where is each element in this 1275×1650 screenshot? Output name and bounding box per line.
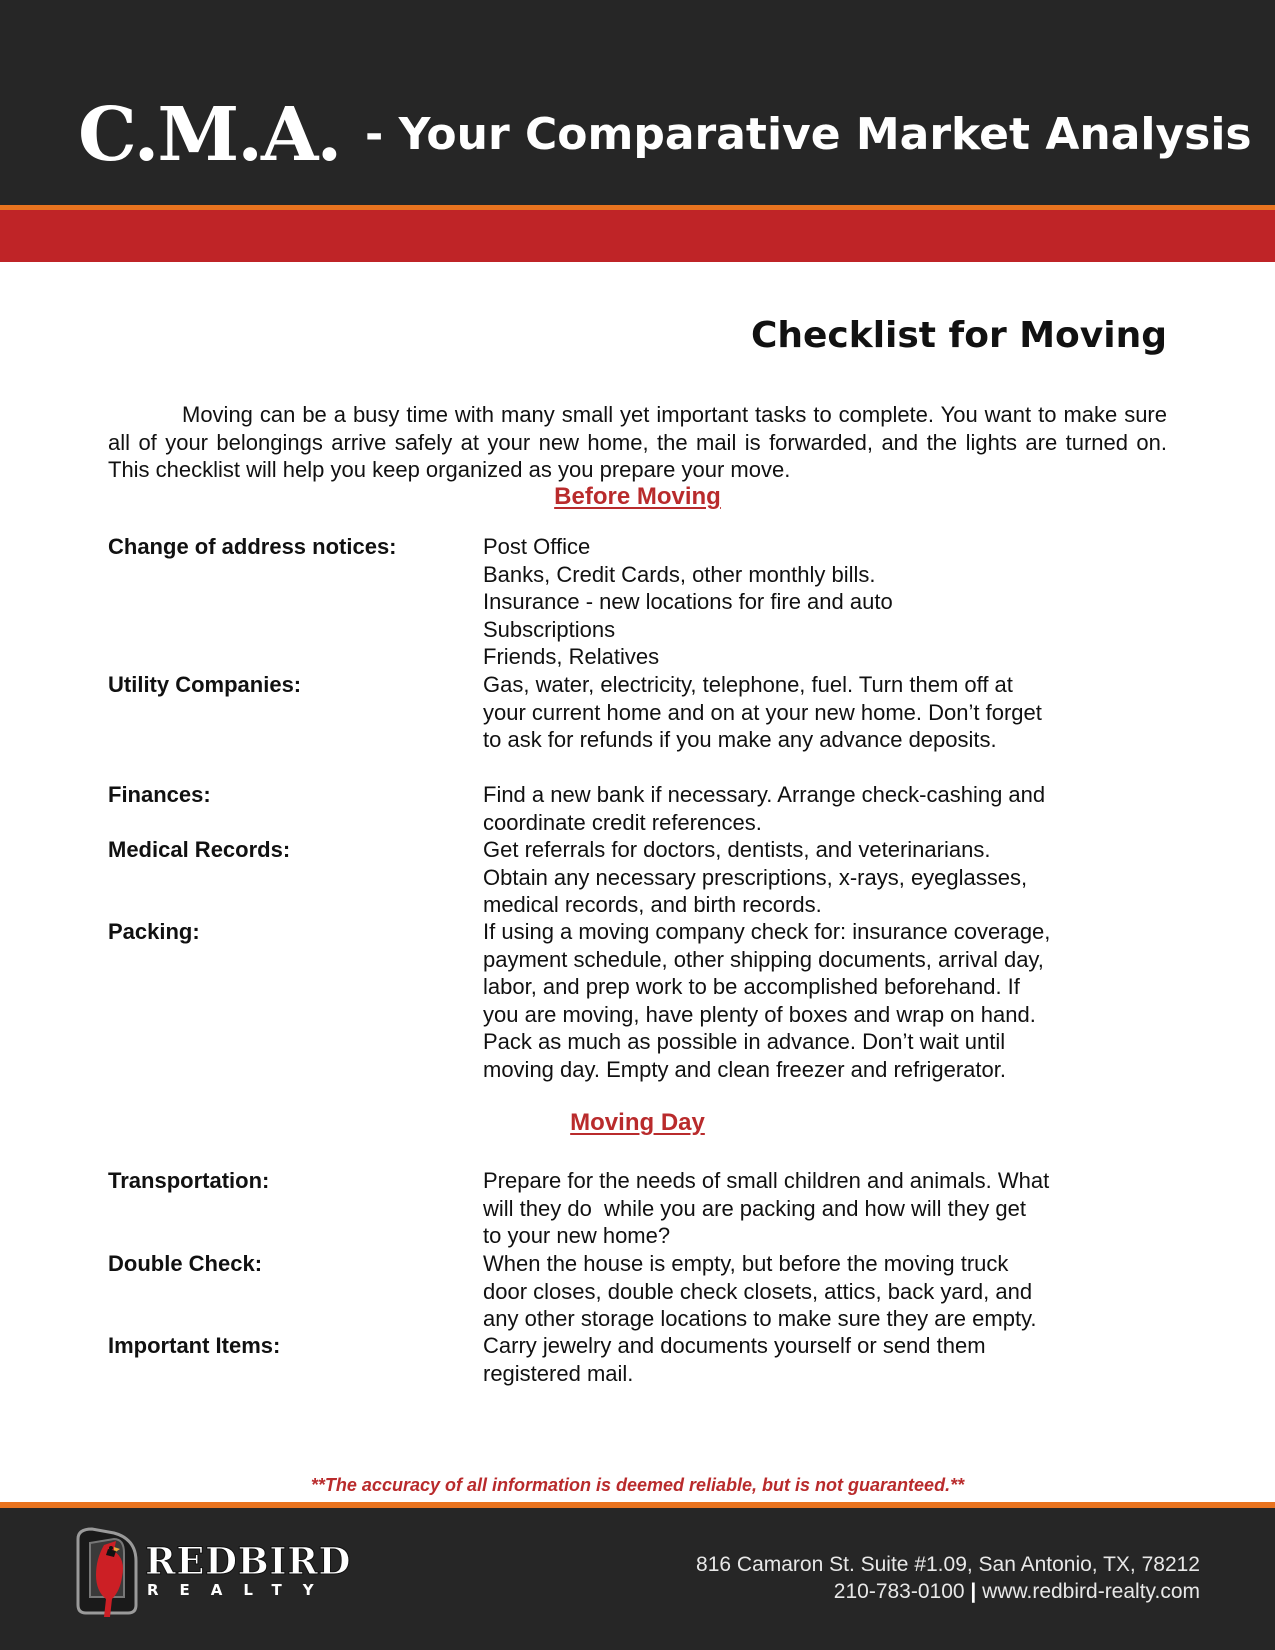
item-line: Friends, Relatives [483, 644, 660, 669]
item-line: Subscriptions [483, 616, 616, 642]
website-link[interactable]: www.redbird-realty.com [982, 1580, 1200, 1603]
item-line: Find a new bank if necessary. Arrange check-cashing and [483, 782, 1046, 807]
item-label: Transportation: [108, 1168, 270, 1193]
logo-wordmark: REDBIRD [145, 1539, 351, 1583]
item-line: Carry jewelry and documents yourself or send them [483, 1333, 986, 1358]
item-line: Post Office [483, 534, 591, 559]
item-line: you are moving, have plenty of boxes and wrap on hand. [483, 1001, 1036, 1027]
item-line: coordinate credit references. [483, 809, 762, 835]
item-description [483, 918, 1143, 1083]
item-description [483, 533, 1143, 671]
contact-separator: | [970, 1580, 977, 1603]
item-line: registered mail. [483, 1360, 634, 1386]
item-line: any other storage locations to make sure they are empty. [483, 1306, 1037, 1331]
item-description [483, 781, 1143, 836]
item-label: Packing: [108, 919, 200, 944]
item-line: moving day. Empty and clean freezer and refrigerator. [483, 1056, 1006, 1082]
page-title: Checklist for Moving [750, 315, 1167, 356]
item-line: Pack as much as possible in advance. Don’t wait until [483, 1029, 1006, 1054]
item-label: Change of address notices: [108, 534, 397, 559]
section-heading-before-moving: Before Moving [554, 483, 721, 510]
disclaimer-text: **The accuracy of all information is deemed reliable, but is not guaranteed.** [310, 1475, 965, 1495]
item-line: medical records, and birth records. [483, 892, 822, 917]
item-description [483, 671, 1143, 754]
item-label: Medical Records: [108, 837, 291, 862]
item-label: Utility Companies: [108, 672, 302, 697]
section-heading-moving-day: Moving Day [570, 1109, 705, 1136]
item-line: If using a moving company check for: insurance coverage, [483, 919, 1051, 944]
header-tagline: - Your Comparative Market Analysis [365, 109, 1252, 160]
item-line: Banks, Credit Cards, other monthly bills. [483, 561, 876, 587]
item-line: will they do while you are packing and how will they get [483, 1195, 1026, 1221]
phone-number: 210-783-0100 [833, 1580, 965, 1603]
item-line: Get referrals for doctors, dentists, and veterinarians. [483, 837, 991, 862]
item-label: Finances: [108, 782, 211, 807]
item-line: When the house is empty, but before the moving truck [483, 1251, 1009, 1276]
item-label: Important Items: [108, 1333, 281, 1358]
intro-paragraph [108, 401, 1167, 484]
intro-line-3: are turned on. This checklist will help you keep organized as you prepare your move. [108, 429, 1168, 482]
brand-title: C.M.A. [78, 92, 341, 178]
header-red-band [0, 210, 1275, 262]
intro-line-2: make sure all of your belongings arrive safely at your new home, the mail is forwarded, and the lights [108, 402, 1167, 455]
item-description [483, 1167, 1143, 1250]
item-line: door closes, double check closets, attics, back yard, and [483, 1278, 1033, 1304]
item-line: to your new home? [483, 1223, 671, 1248]
item-line: payment schedule, other shipping documents, arrival day, [483, 946, 1044, 972]
contact-block [696, 1551, 1200, 1605]
address-text: 816 Camaron St. Suite #1.09, San Antonio, TX, 78212 [696, 1553, 1200, 1576]
item-line: labor, and prep work to be accomplished beforehand. If [483, 974, 1020, 999]
contact-line [696, 1578, 1200, 1605]
item-line: Obtain any necessary prescriptions, x-rays, eyeglasses, [483, 864, 1028, 890]
item-line: your current home and on at your new home. Don’t forget [483, 699, 1042, 725]
intro-line-1: Moving can be a busy time with many small yet important tasks to complete. You want to [182, 402, 1057, 427]
item-description [483, 1332, 1143, 1387]
item-description [483, 836, 1143, 919]
item-line: Insurance - new locations for fire and auto [483, 589, 893, 614]
item-line: Prepare for the needs of small children and animals. What [483, 1168, 1050, 1193]
item-line: to ask for refunds if you make any advance deposits. [483, 727, 997, 752]
item-label: Double Check: [108, 1251, 263, 1276]
redbird-logo-icon [74, 1525, 140, 1617]
logo-subtitle: REALTY [147, 1581, 335, 1599]
item-description [483, 1250, 1143, 1333]
item-line: Gas, water, electricity, telephone, fuel. Turn them off at [483, 672, 1013, 697]
